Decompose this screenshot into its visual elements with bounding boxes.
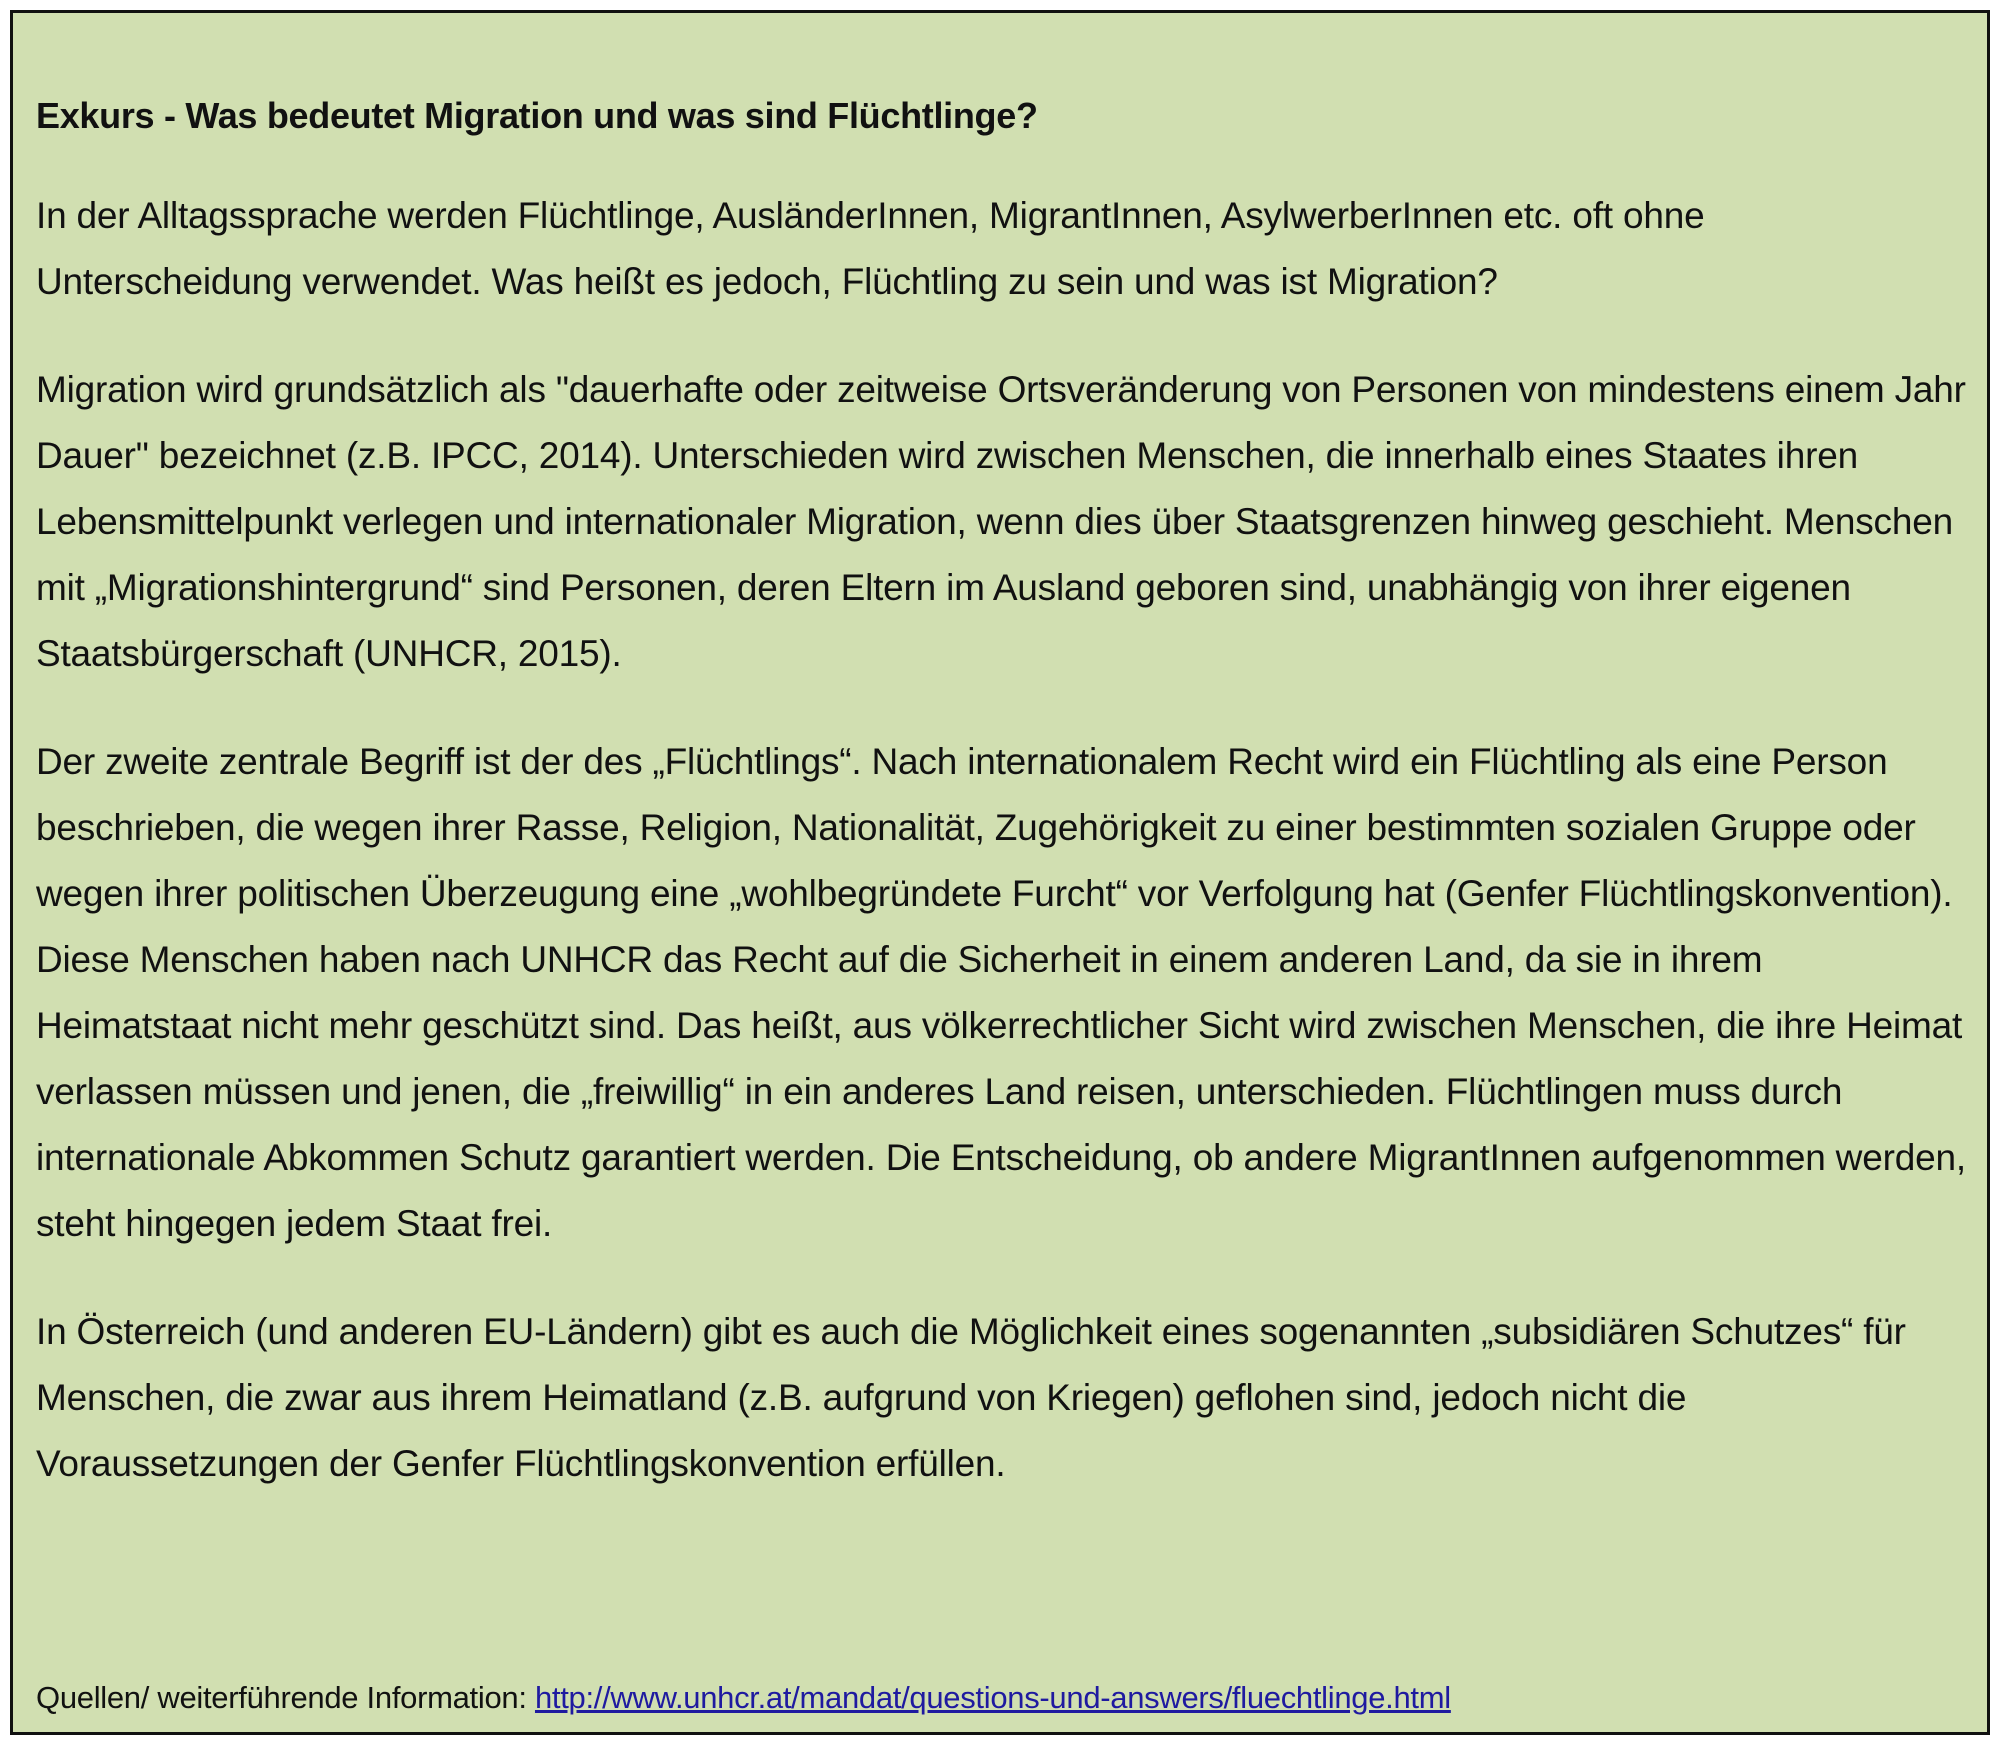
paragraph-refugee-definition: Der zweite zentrale Begriff ist der des „Flüchtlings“. Nach internationalem Recht wird ein Flüchtling als eine Person beschrieben, die wegen ihrer Rasse, Religion, Nationalität, Zugehörigkeit zu einer bestimmten sozialen Gruppe oder wegen ihrer politischen Überzeugung eine „wohlbegründete Furcht“ vor Verfolgung hat (Genfer Flüchtlingskonvention). Diese Menschen haben nach UNHCR das Recht auf die Sicherheit in einem anderen Land, da sie in ihrem Heimatstaat nicht mehr geschützt sind. Das heißt, aus völkerrechtlicher Sicht wird zwischen Menschen, die ihre Heimat verlassen müssen und jenen, die „freiwillig“ in ein anderes Land reisen, unterschieden. Flüchtlingen muss durch internationale Abkommen Schutz garantiert werden. Die Entscheidung, ob andere MigrantInnen aufgenommen werden, steht hingegen jedem Staat frei. [36,741,1966,1244]
box-title: Exkurs - Was bedeutet Migration und was sind Flüchtlinge? [36,95,1038,136]
excursus-box [10,10,1990,1735]
paragraph-migration-definition: Migration wird grundsätzlich als "dauerhafte oder zeitweise Ortsveränderung von Personen von mindestens einem Jahr Dauer" bezeichnet (z.B. IPCC, 2014). Unterschieden wird zwischen Menschen, die innerhalb eines Staates ihren Lebensmittelpunkt verlegen und internationaler Migration, wenn dies über Staatsgrenzen hinweg geschieht. Menschen mit „Migrationshintergrund“ sind Personen, deren Eltern im Ausland geboren sind, unabhängig von ihrer eigenen Staatsbürgerschaft (UNHCR, 2015). [36,369,1966,674]
sources-label: Quellen/ weiterführende Information: [36,1680,535,1715]
paragraph-subsidiary-protection: In Österreich (und anderen EU-Ländern) gibt es auch die Möglichkeit eines sogenannten „subsidiären Schutzes“ für Menschen, die zwar aus ihrem Heimatland (z.B. aufgrund von Kriegen) geflohen sind, jedoch nicht die Voraussetzungen der Genfer Flüchtlingskonvention erfüllen. [36,1311,1906,1484]
unhcr-link[interactable]: http://www.unhcr.at/mandat/questions-und-answers/fluechtlinge.html [534,1680,1451,1715]
sources-footer [36,1676,1451,1720]
paragraph-everyday-language: In der Alltagssprache werden Flüchtlinge, AusländerInnen, MigrantInnen, AsylwerberInnen etc. oft ohne Unterscheidung verwendet. Was heißt es jedoch, Flüchtling zu sein und was ist Migration? [36,195,1705,302]
